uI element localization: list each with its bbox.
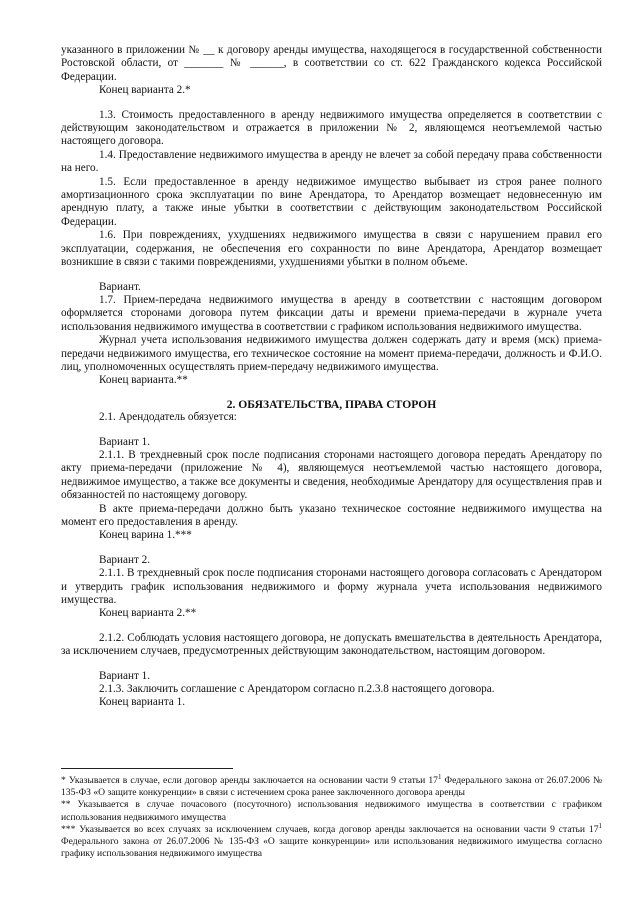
end-variant-2-marker: Конец варианта 2.* <box>99 84 191 97</box>
clause-2-1-1-variant-2: 2.1.1. В трехдневный срок после подписания сторонами настоящего договора согласовать с Арендатором и утвердить график использования недвижимого и форму журнала учета использования недвижимого имущества. <box>61 567 602 607</box>
intro-paragraph: указанного в приложении № __ к договору аренды имущества, находящегося в государственной собственности Ростовской области, от _______ № ______, в соответствии со ст. 622 Гражданского кодекса Российской Федерации. <box>61 44 602 83</box>
footnotes <box>61 768 602 860</box>
clause-1-6: 1.6. При повреждениях, ухудшениях недвижимого имущества в связи с нарушением правил его эксплуатации, содержания, не обеспечения его сохранности по вине Арендатора, Арендатор возмещает возникшие в связи с такими повреждениями, ухудшениями убытки в полном объеме. <box>61 229 602 269</box>
clause-2-1: 2.1. Арендодатель обязуется: <box>99 411 237 424</box>
footnote-separator <box>61 768 233 769</box>
clause-1-5: 1.5. Если предоставленное в аренду недвижимое имущество выбывает из строя ранее полного амортизационного срока эксплуатации по вине Арендатора, то Арендатор возмещает недовнесенную им арендную плату, а также иные убытки в соответствии с действующим законодательством Российской Федерации. <box>61 175 602 228</box>
footnote-1-superscript: 1 <box>437 772 442 781</box>
variant-1-marker: Вариант 1. <box>99 435 151 448</box>
clause-1-7-journal: Журнал учета использования недвижимого имущества должен содержать дату и время (мск) приема-передачи недвижимого имущества, его техническое состояние на момент приема-передачи, должность и Ф.И.О. лиц, уполномоченных осуществлять прием-передачу недвижимого имущества. <box>61 334 602 373</box>
footnote-3-text-b: Федерального закона от 26.07.2006 № 135-ФЗ «О защите конкуренции» или использования недвижимого имущества согласно графику использования недвижимого имущества <box>61 836 602 860</box>
footnote-3-text-a: *** Указывается во всех случаях за исключением случаев, когда договор аренды заключается на основании части 9 статьи 17 <box>61 823 599 835</box>
clause-1-4: 1.4. Предоставление недвижимого имущества в аренду не влечет за собой передачу права собственности на него. <box>61 148 602 175</box>
footnote-2: ** Указывается в случае почасового (посуточного) использования недвижимого имущества в соответствии с графиком использования недвижимого имущества <box>61 799 602 823</box>
footnote-1-text-a: * Указывается в случае, если договор аренды заключается на основании части 9 статьи 17 <box>61 775 438 786</box>
footnote-1-text-b: Федерального закона от 26.07.2006 № 135-ФЗ «О защите конкуренции» в связи с истечением срока ранее заключенного договора аренды <box>61 775 602 799</box>
variant-2-marker: Вариант 2. <box>99 553 151 566</box>
end-variant-1-marker-b: Конец варианта 1. <box>99 696 186 709</box>
end-variant-marker: Конец варианта.** <box>99 374 188 387</box>
clause-2-1-2: 2.1.2. Соблюдать условия настоящего договора, не допускать вмешательства в деятельность Арендатора, за исключением случаев, предусмотренных действующим законодательством, настоящим договором. <box>61 631 602 658</box>
section-2-title: 2. ОБЯЗАТЕЛЬСТВА, ПРАВА СТОРОН <box>226 397 437 411</box>
clause-1-3: 1.3. Стоимость предоставленного в аренду недвижимого имущества определяется в соответствии с действующим законодательством и отражается в приложении № 2, являющемся неотъемлемой частью настоящего договора. <box>61 108 602 148</box>
clause-2-1-1-variant-1: 2.1.1. В трехдневный срок после подписания сторонами настоящего договора передать Арендатору по акту приема-передачи (приложение № 4), являющемуся неотъемлемой частью настоящего договора, недвижимое имущество, а также все документы и сведения, необходимые Арендатору для осуществления прав и обязанностей по настоящему договору. <box>61 448 602 502</box>
variant-1-marker-b: Вариант 1. <box>99 669 151 682</box>
end-variant-1-marker: Конец варина 1.*** <box>99 529 192 542</box>
clause-1-7: 1.7. Прием-передача недвижимого имущества в аренду в соответствии с настоящим договором оформляется сторонами договора путем фиксации даты и времени приема-передачи в журнале учета использования недвижимого имущества в соответствии с графиком использования недвижимого имущества. <box>61 293 602 333</box>
clause-2-1-1-act: В акте приема-передачи должно быть указано техническое состояние недвижимого имущества на момент его предоставления в аренду. <box>61 502 602 528</box>
variant-marker: Вариант. <box>99 280 141 293</box>
end-variant-2-marker-b: Конец варианта 2.** <box>99 607 197 620</box>
footnote-3 <box>61 821 602 861</box>
footnote-1 <box>61 772 602 799</box>
clause-2-1-3: 2.1.3. Заключить соглашение с Арендатором согласно п.2.3.8 настоящего договора. <box>99 683 495 696</box>
footnote-3-superscript: 1 <box>598 821 602 830</box>
